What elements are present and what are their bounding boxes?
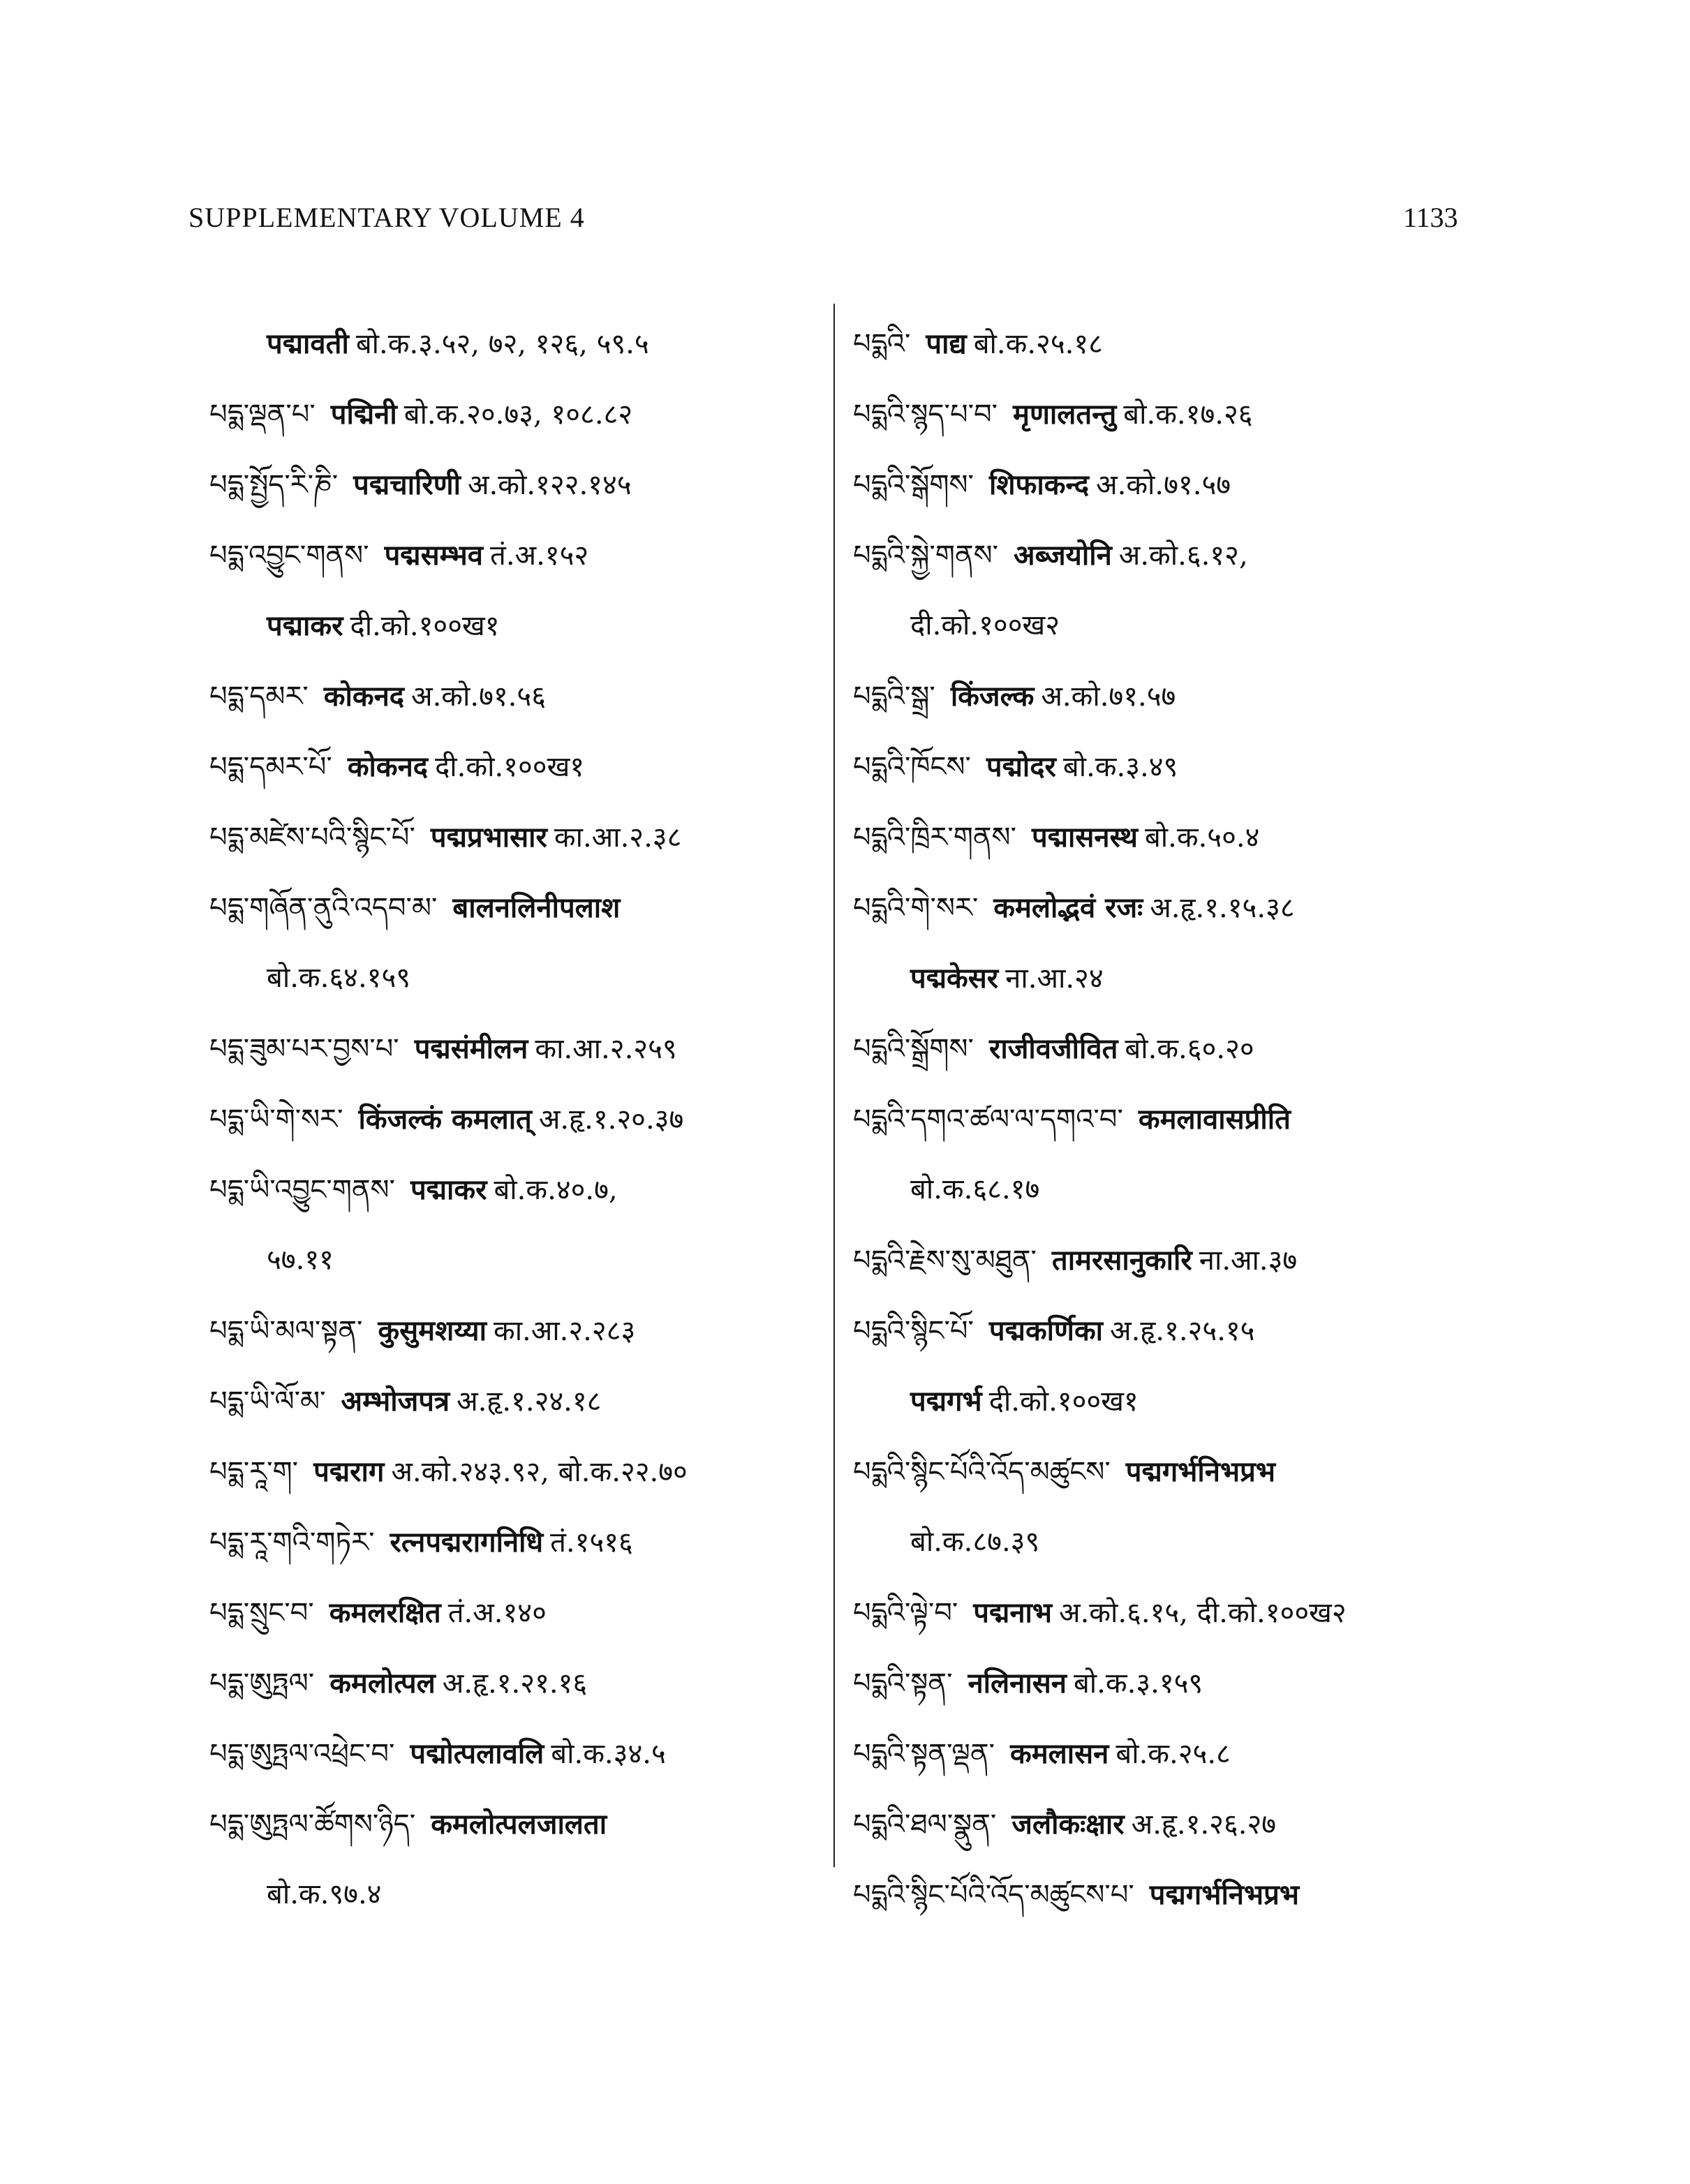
source-reference: का.आ.२.३८ [554,822,682,854]
dictionary-entry [209,1154,824,1295]
tibetan-term: པདྨ་ལྡན་པ་ [209,399,316,431]
entry-line [853,1013,1481,1084]
entry-line [853,1084,1481,1154]
entry-line [209,1366,824,1436]
entry-line [209,943,824,1013]
sanskrit-term: अम्भोजपत्र [341,1385,450,1418]
entry-line [209,1648,824,1718]
tibetan-term: པདྨའི་སྒྲ་ [853,681,935,713]
source-reference: दी.को.१००ख१ [435,751,585,783]
entry-line [853,731,1481,802]
tibetan-term: པདྨའི་སྒོགས་ [853,469,974,501]
entry-line [209,1859,824,1930]
sanskrit-term: पद्मकर्णिका [988,1314,1104,1347]
tibetan-term: པདྨ་ཟུམ་པར་བྱས་པ་ [209,1033,399,1065]
entry-line [853,1225,1481,1295]
sanskrit-term: पद्मोदर [986,750,1056,783]
tibetan-term: པདྨ་གཞོན་ནུའི་འདབ་མ་ [209,892,438,924]
tibetan-term: པདྨ་དམར་ [209,681,309,713]
tibetan-term: པདྨའི་རྗེས་སུ་མཐུན་ [853,1245,1037,1277]
source-reference: अ.को.१२२.१४५ [467,469,632,501]
entry-line [853,1366,1481,1436]
dictionary-entry [853,661,1481,731]
source-reference: बो.क.४०.७, [494,1174,618,1206]
tibetan-term: པདྨའི་ལྟེ་བ་ [853,1597,958,1629]
tibetan-term: པདྨའི་ [853,328,911,360]
entry-line [853,309,1481,379]
tibetan-term: པདྨ་རཱ་གའི་གཏེར་ [209,1526,375,1559]
dictionary-entry [209,872,824,1013]
dictionary-entry [853,1718,1481,1789]
sanskrit-term: कमलोत्पलजालता [431,1808,607,1841]
sanskrit-term: पद्मसम्भव [384,539,484,572]
entry-line [853,450,1481,520]
sanskrit-term: पाद्य [926,327,967,360]
sanskrit-term: पद्मचारिणी [353,468,461,501]
dictionary-entry [209,802,824,872]
sanskrit-term: जलौकःक्षार [1011,1808,1125,1841]
entry-line [209,1154,824,1225]
tibetan-term: པདྨའི་སྙད་པ་བ་ [853,399,998,431]
source-reference: अ.को.७१.५७ [1041,681,1176,713]
sanskrit-term: तामरसानुकारि [1051,1244,1192,1277]
tibetan-term: པདྨ་ཡི་མལ་སྟན་ [209,1315,363,1347]
dictionary-entry [853,1859,1481,1930]
source-reference: तं.१५१६ [550,1526,633,1559]
source-reference: अ.को.७१.५७ [1096,469,1231,501]
source-reference: दी.को.१००ख२ [910,609,1060,641]
tibetan-term: པདྨ་སྲུང་བ་ [209,1597,314,1629]
entry-line [853,661,1481,731]
source-reference: बो.क.३.५२, ७२, १२६, ५९.५ [355,328,649,360]
entry-line [209,450,824,520]
sanskrit-term: पद्मिनी [330,398,397,431]
source-reference: अ.हृ.१.२१.१६ [442,1667,588,1700]
right-column [853,309,1481,1930]
source-reference: तं.अ.१५२ [490,540,589,572]
entry-line [209,309,824,379]
source-reference: अ.हृ.१.२४.१८ [457,1386,602,1418]
source-reference: ५७.११ [267,1244,334,1276]
tibetan-term: པདྨ་ཨུཏྤལ་ [209,1667,315,1700]
source-reference: बो.क.९७.४ [267,1878,382,1910]
source-reference: तं.अ.१४० [447,1597,547,1629]
entry-line [853,1718,1481,1789]
entry-line [209,1084,824,1154]
sanskrit-term: पद्मकेसर [910,962,999,995]
tibetan-term: པདྨའི་གེ་སར་ [853,892,979,924]
entry-line [853,943,1481,1013]
entry-line [853,1648,1481,1718]
dictionary-entry [209,1436,824,1507]
sanskrit-term: पद्मसंमीलन [414,1032,528,1065]
source-reference: दी.को.१००ख१ [350,610,500,642]
page-number: 1133 [1403,202,1458,233]
tibetan-term: པདྨའི་སྐྱེ་གནས་ [853,540,999,572]
source-reference: अ.को.६.१५, दी.को.१००ख२ [1059,1597,1347,1629]
dictionary-entry [853,802,1481,872]
entry-line [209,1789,824,1859]
source-reference: अ.हृ.१.१५.३८ [1150,892,1295,924]
sanskrit-term: किंजल्कं कमलात् [358,1103,532,1136]
sanskrit-term: पद्मनाभ [973,1596,1053,1629]
source-reference: अ.हृ.१.२५.१५ [1110,1315,1255,1347]
dictionary-entry [209,309,824,379]
entry-line [209,1436,824,1507]
sanskrit-term: पद्मोत्पलावलि [410,1737,544,1770]
tibetan-term: པདྨ་སྤྱོད་རི་ཎི་ [209,469,339,501]
entry-line [209,1507,824,1577]
source-reference: बो.क.२०.७३, १०८.८२ [403,399,633,431]
tibetan-term: པདྨའི་ཁོངས་ [853,751,971,783]
entry-line [853,872,1481,943]
dictionary-entry [209,1789,824,1930]
dictionary-entry [853,450,1481,520]
sanskrit-term: किंजल्क [950,680,1035,713]
entry-line [209,590,824,661]
entry-line [209,731,824,802]
tibetan-term: པདྨའི་སྙིང་པོའི་འོད་མཚུངས་ [853,1456,1111,1488]
tibetan-term: པདྨ་ཡི་ལོ་མ་ [209,1386,326,1418]
dictionary-entry [853,1436,1481,1577]
source-reference: बो.क.१७.२६ [1123,399,1253,431]
dictionary-entry [209,520,824,661]
left-column [209,309,824,1930]
tibetan-term: པདྨའི་སྙིང་པོའི་འོད་མཚུངས་པ་ [853,1879,1134,1911]
entry-line [209,661,824,731]
source-reference: बो.क.२५.८ [1115,1738,1231,1770]
sanskrit-term: कमलोत्पल [329,1667,436,1700]
sanskrit-term: बालनलिनीपलाश [452,891,621,924]
source-reference: दी.को.१००ख१ [988,1386,1139,1418]
dictionary-entry [853,1225,1481,1295]
sanskrit-term: पद्माकर [410,1173,487,1206]
tibetan-term: པདྨའི་སྙིང་པོ་ [853,1315,974,1347]
sanskrit-term: रत्नपद्मरागनिधि [390,1526,544,1559]
dictionary-entry [853,1295,1481,1436]
dictionary-entry [209,1507,824,1577]
entry-line [853,1154,1481,1225]
tibetan-term: པདྨའི་སྟན་ [853,1667,953,1700]
entry-line [209,872,824,943]
sanskrit-term: कमलावासप्रीति [1138,1103,1291,1136]
source-reference: बो.क.२५.१८ [973,328,1103,360]
source-reference: बो.क.६८.१७ [910,1173,1040,1205]
sanskrit-term: पद्मासनस्थ [1031,821,1138,854]
sanskrit-term: अब्जयोनि [1014,539,1112,572]
dictionary-entry [209,1013,824,1084]
tibetan-term: པདྨ་མཛེས་པའི་སྙིང་པོ་ [209,822,415,854]
dictionary-entry [209,731,824,802]
sanskrit-term: मृणालतन्तु [1013,398,1117,431]
source-reference: बो.क.८७.३९ [910,1526,1040,1558]
dictionary-entry [853,1577,1481,1648]
entry-line [209,1718,824,1789]
dictionary-entry [853,520,1481,661]
entry-line [853,1577,1481,1648]
column-divider [833,304,835,1867]
entry-line [209,1577,824,1648]
dictionary-entry [209,1366,824,1436]
dictionary-entry [853,731,1481,802]
dictionary-entry [209,379,824,450]
source-reference: अ.को.६.१२, [1118,540,1248,572]
dictionary-entry [853,309,1481,379]
dictionary-entry [853,872,1481,1013]
entry-line [853,1295,1481,1366]
source-reference: बो.क.३.१५९ [1073,1667,1203,1700]
tibetan-term: པདྨ་འབྱུང་གནས་ [209,540,369,572]
sanskrit-term: राजीवजीवित [988,1032,1118,1065]
source-reference: अ.को.७१.५६ [411,681,547,713]
sanskrit-term: पद्माकर [267,609,343,642]
dictionary-entry [209,450,824,520]
source-reference: का.आ.२.२५९ [535,1033,677,1065]
sanskrit-term: कमलासन [1010,1737,1109,1770]
entry-line [853,1507,1481,1577]
sanskrit-term: कोकनद [323,680,405,713]
running-head: SUPPLEMENTARY VOLUME 4 [188,202,585,233]
sanskrit-term: कोकनद [347,750,429,783]
tibetan-term: པདྨ་ཨུཏྤལ་འཕྲེང་བ་ [209,1738,395,1770]
entry-line [853,1859,1481,1930]
tibetan-term: པདྨ་ཡི་འབྱུང་གནས་ [209,1174,395,1206]
tibetan-term: པདྨའི་སྒྲོགས་ [853,1033,974,1065]
entry-line [209,520,824,590]
dictionary-entry [209,1295,824,1366]
tibetan-term: པདྨའི་དགའ་ཚལ་ལ་དགའ་བ་ [853,1104,1123,1136]
sanskrit-term: शिफाकन्द [988,468,1090,501]
source-reference: अ.हृ.१.२०.३७ [538,1104,684,1136]
source-reference: बो.क.३४.५ [551,1738,666,1770]
tibetan-term: པདྨའི་སྟན་ལྡན་ [853,1738,995,1770]
sanskrit-term: पद्मराग [313,1455,385,1488]
entry-line [209,1225,824,1295]
tibetan-term: པདྨ་དམར་པོ་ [209,751,332,783]
tibetan-term: པདྨའི་ཁྲིར་གནས་ [853,822,1016,854]
dictionary-entry [853,1013,1481,1084]
source-reference: बो.क.६०.२० [1125,1033,1254,1065]
source-reference: ना.आ.३७ [1199,1245,1298,1277]
source-reference: बो.क.५०.४ [1144,822,1260,854]
source-reference: अ.हृ.१.२६.२७ [1131,1808,1277,1841]
dictionary-entry [209,1718,824,1789]
entry-line [209,379,824,450]
entry-line [853,1789,1481,1859]
sanskrit-term: पद्मगर्भनिभप्रभ [1149,1878,1300,1911]
dictionary-entry [853,379,1481,450]
source-reference: अ.को.२४३.९२, बो.क.२२.७० [391,1456,688,1488]
dictionary-entry [853,1084,1481,1225]
tibetan-term: པདྨ་ཨུཏྤལ་ཚོགས་ཉིད་ [209,1808,416,1841]
entry-line [209,1013,824,1084]
sanskrit-term: पद्मगर्भ [910,1385,982,1418]
entry-line [853,590,1481,661]
entry-line [853,379,1481,450]
source-reference: बो.क.६४.१५९ [267,962,411,994]
sanskrit-term: कमलरक्षित [329,1596,441,1629]
source-reference: का.आ.२.२८३ [493,1315,636,1347]
dictionary-entry [209,1084,824,1154]
source-reference: बो.क.३.४९ [1062,751,1178,783]
entry-line [209,802,824,872]
dictionary-entry [853,1648,1481,1718]
sanskrit-term: पद्मप्रभासार [430,821,547,854]
sanskrit-term: कुसुमशय्या [378,1314,487,1347]
sanskrit-term: पद्मगर्भनिभप्रभ [1125,1455,1275,1488]
dictionary-entry [209,1648,824,1718]
entry-line [209,1295,824,1366]
entry-line [853,802,1481,872]
source-reference: ना.आ.२४ [1005,963,1104,995]
sanskrit-term: पद्मावती [267,327,349,360]
entry-line [853,520,1481,590]
dictionary-entry [209,661,824,731]
tibetan-term: པདྨ་རཱ་ག་ [209,1456,299,1488]
sanskrit-term: नलिनासन [968,1667,1067,1700]
dictionary-entry [853,1789,1481,1859]
sanskrit-term: कमलोद्भवं रजः [993,891,1143,924]
tibetan-term: པདྨའི་ཐལ་སྣུན་ [853,1808,997,1841]
dictionary-entry [209,1577,824,1648]
entry-line [853,1436,1481,1507]
tibetan-term: པདྨ་ཡི་གེ་སར་ [209,1104,343,1136]
